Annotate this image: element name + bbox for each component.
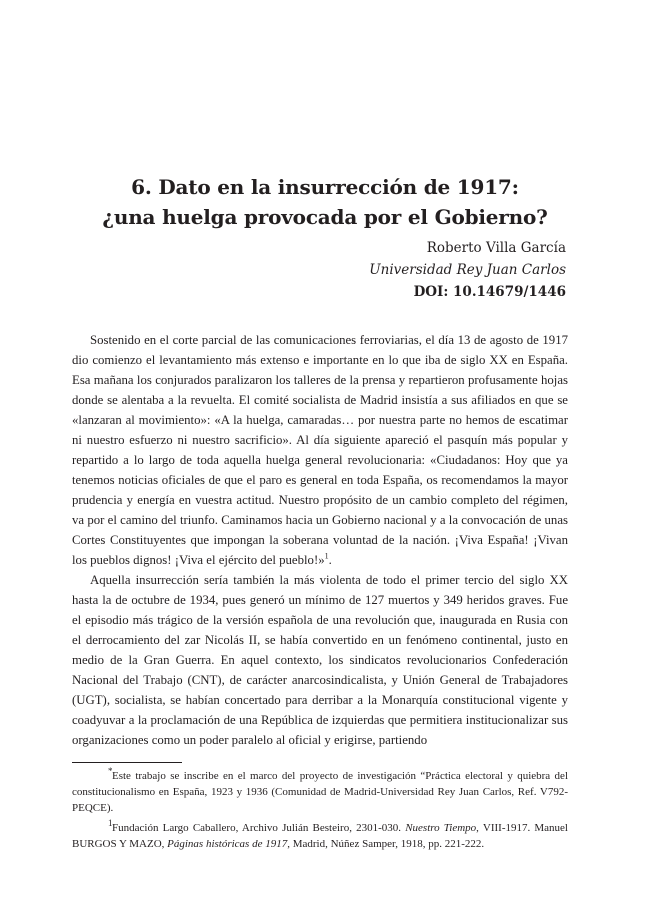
paragraph-1-text: Sostenido en el corte parcial de las comunicaciones ferroviarias, el día 13 de agosto de 1917 dio comienzo el levantamiento más extenso e importante en lo que iba de siglo XX en España. Esa mañana los conjurados paralizaron los talleres de la prensa y repartieron profusamente hojas donde se alentaba a la revuelta. El comité socialista de Madrid insistía a sus afiliados en que se «lanzaran al movimiento»: «A la huelga, camaradas… por nuestra parte no hemos de escatimar ni nuestro esfuerzo ni nuestro sacrificio». Al día siguiente apareció el pasquín más popular y repartido a lo largo de toda aquella huelga general revolucionaria: «Ciudadanos: Hoy que ya tenemos noticias oficiales de que el paro es general en toda España, os recomendamos la mayor prudencia y energía en vuestra actitud. Nuestro propósito de un cambio completo del régimen, va por el camino del triunfo. Caminamos hacia un Gobierno nacional y a la convocación de unas Cortes Constituyentes que impongan la soberana voluntad de la nación. ¡Viva España! ¡Vivan los pueblos dignos! ¡Viva el ejército del pueblo!» [72,333,568,567]
chapter-title-line-2: ¿una huelga provocada por el Gobierno? [102,205,548,229]
footnote-title: Nuestro Tiempo [405,822,477,834]
footnote-title: Páginas históricas de 1917 [167,838,288,850]
paragraph-2: Aquella insurrección sería también la más violenta de todo el primer tercio del siglo XX hasta la de octubre de 1934, pues generó un mínimo de 127 muertos y 349 heridos graves. Fue el episodio más trágico de la versión española de una revolución que, inaugurada en Rusia con el derrocamiento del zar Nicolás II, se había convertido en un fenómeno continental, justo en medio de la Gran Guerra. En aquel contexto, los sindicatos revolucionarios Confederación Nacional del Trabajo (CNT), de carácter anarcosindicalista, y Unión General de Trabajadores (UGT), socialista, se habían concertado para derribar a la Monarquía constitucional vigente y coadyuvar a la proclamación de una República de izquierdas que permitiera institucionalizar sus organizaciones como un poder paralelo al oficial y erigirse, partiendo [72,573,568,747]
footnote-text: , Madrid, Núñez Samper, 1918, pp. 221-222. [287,838,485,850]
body-text [72,330,568,750]
footnote-1: 1Fundación Largo Caballero, Archivo Julián Besteiro, 2301-030. Nuestro Tiempo, VIII-1917. Manuel BURGOS Y MAZO, Páginas históricas de 1917, Madrid, Núñez Samper, 1918, pp. 221-222. [72,818,568,850]
footnote-text: Fundación Largo Caballero, Archivo Julián Besteiro, 2301-030. [112,822,406,834]
paragraph-1 [72,330,568,570]
footnote-text: Este trabajo se inscribe en el marco del proyecto de investigación “Práctica electoral y quiebra del constitucionalismo en España, 1923 y 1936 (Comunidad de Madrid-Universidad Rey Juan Carlos, Ref. V792-PEQCE). [72,770,568,814]
footnote-divider [72,762,182,763]
footnote-text: , VIII-1917. Manuel BURGOS Y MAZO, [72,822,568,850]
footnote-ref-1[interactable]: 1 [324,551,329,561]
footnote-star: *Este trabajo se inscribe en el marco del proyecto de investigación “Práctica electoral y quiebra del constitucionalismo en España, 1923 y 1936 (Comunidad de Madrid-Universidad Rey Juan Carlos, Ref. V792-PEQCE). [72,766,568,814]
doi: DOI: 10.14679/1446 [413,284,566,300]
author-name: Roberto Villa García [426,240,566,256]
chapter-title-line-1: 6. Dato en la insurrección de 1917: [131,175,519,199]
chapter-title [60,172,590,232]
author-affiliation: Universidad Rey Juan Carlos [369,262,566,278]
footnotes [72,768,568,856]
paragraph-1-end: . [328,553,332,567]
author-block [369,237,566,303]
